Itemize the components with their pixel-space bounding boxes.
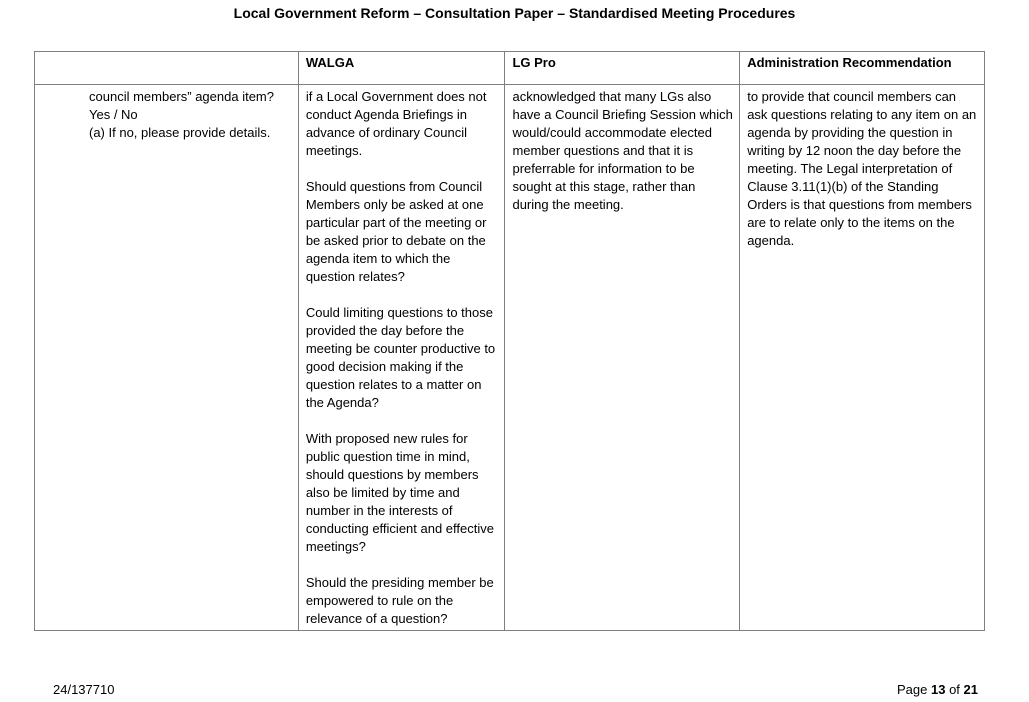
header-admin-recommendation: Administration Recommendation bbox=[740, 52, 985, 85]
consultation-table bbox=[34, 51, 985, 631]
walga-paragraph: Could limiting questions to those provided the day before the meeting be counter productive to good decision making if the question relates to a matter on the Agenda? bbox=[305, 305, 496, 410]
header-walga: WALGA bbox=[298, 52, 505, 85]
question-line: (a) If no, please provide details. bbox=[89, 125, 271, 140]
question-line: Yes / No bbox=[89, 107, 138, 122]
walga-paragraph: Should the presiding member be empowered to rule on the relevance of a question? bbox=[305, 575, 494, 626]
lg-pro-text: acknowledged that many LGs also have a Council Briefing Session which would/could accommodate elected member questions and that it is preferrable for information to be sought at this stage, rather than during the meeting. bbox=[512, 89, 733, 212]
question-line: council members” agenda item? bbox=[89, 89, 274, 104]
page-current: 13 bbox=[930, 682, 946, 697]
walga-cell bbox=[298, 85, 505, 631]
table-row bbox=[35, 85, 985, 631]
question-cell bbox=[35, 85, 299, 631]
page-label: Page bbox=[896, 682, 928, 697]
walga-paragraph: Should questions from Council Members only be asked at one particular part of the meeting or be asked prior to debate on the agenda item to which the question relates? bbox=[305, 179, 487, 284]
walga-paragraph: With proposed new rules for public question time in mind, should questions by members also be limited by time and number in the interests of conducting efficient and effective meetings? bbox=[305, 431, 494, 554]
page-title: Local Government Reform – Consultation Paper – Standardised Meeting Procedures bbox=[233, 5, 796, 21]
document-reference: 24/137710 bbox=[53, 682, 115, 697]
header-question bbox=[35, 52, 299, 85]
admin-recommendation-cell bbox=[740, 85, 985, 631]
header-lg-pro: LG Pro bbox=[505, 52, 740, 85]
lg-pro-cell bbox=[505, 85, 740, 631]
table-header-row bbox=[35, 52, 985, 85]
walga-paragraph: if a Local Government does not conduct Agenda Briefings in advance of ordinary Council meetings. bbox=[305, 89, 487, 158]
page-total: 21 bbox=[963, 682, 978, 697]
admin-recommendation-text: to provide that council members can ask questions relating to any item on an agenda by providing the question in writing by 12 noon the day before the meeting. The Legal interpretation of Clause 3.11(1)(b) of the Standing Orders is that questions from members are to relate only to the items on the agenda. bbox=[747, 89, 977, 248]
page-number bbox=[897, 682, 978, 697]
page-of: of bbox=[949, 682, 960, 697]
